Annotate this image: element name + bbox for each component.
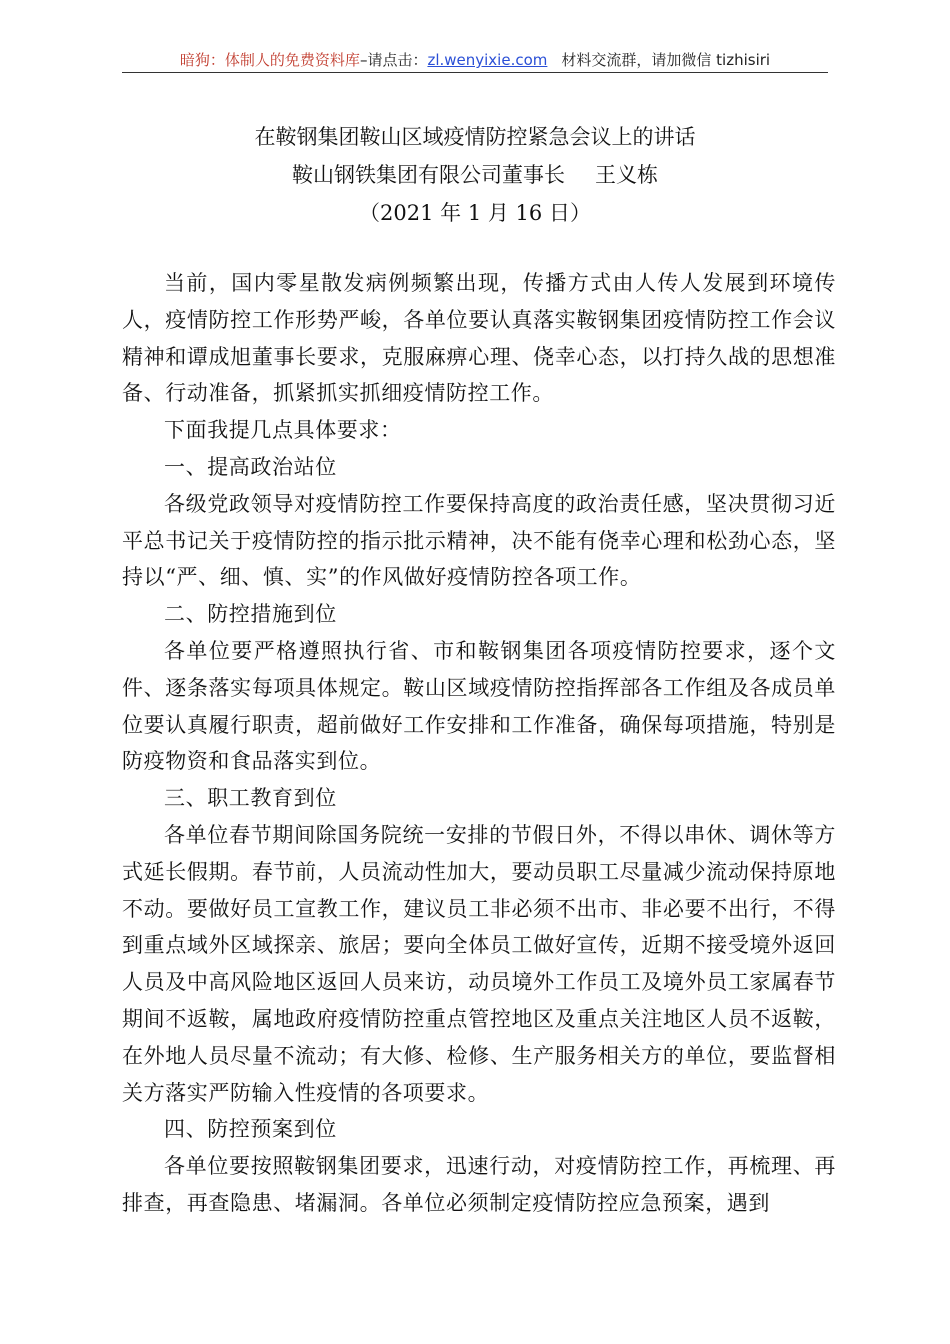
section-heading: 三、职工教育到位 bbox=[164, 786, 337, 811]
paragraph: 当前，国内零星散发病例频繁出现，传播方式由人传人发展到环境传人，疫情防控工作形势严峻，各单位要认真落实鞍钢集团疫情防控工作会议精神和谭成旭董事长要求，克服麻痹心理、侥幸心态，以打持久战的思想准备、行动准备，抓紧抓实抓细疫情防控工作。 bbox=[122, 271, 836, 406]
document-body bbox=[122, 265, 836, 1222]
header-prompt: –请点击： bbox=[359, 51, 428, 69]
paragraph: 各单位要按照鞍钢集团要求，迅速行动，对疫情防控工作，再梳理、再排查，再查隐患、堵漏洞。各单位必须制定疫情防控应急预案，遇到 bbox=[122, 1154, 836, 1215]
speaker-name: 王义栋 bbox=[595, 163, 658, 187]
paragraph: 各单位春节期间除国务院统一安排的节假日外，不得以串休、调休等方式延长假期。春节前，人员流动性加大，要动员职工尽量减少流动保持原地不动。要做好员工宣教工作，建议员工非必须不出市、非必要不出行，不得到重点域外区域探亲、旅居；要向全体员工做好宣传，近期不接受境外返回人员及中高风险地区返回人员来访，动员境外工作员工及境外员工家属春节期间不返鞍，属地政府疫情防控重点管控地区及重点关注地区人员不返鞍，在外地人员尽量不流动；有大修、检修、生产服务相关方的单位，要监督相关方落实严防输入性疫情的各项要求。 bbox=[122, 822, 836, 1105]
title-block bbox=[122, 118, 828, 232]
paragraph: 各单位要严格遵照执行省、市和鞍钢集团各项疫情防控要求，逐个文件、逐条落实每项具体规定。鞍山区域疫情防控指挥部各工作组及各成员单位要认真履行职责，超前做好工作安排和工作准备，确保每项措施，特别是防疫物资和食品落实到位。 bbox=[122, 638, 836, 774]
paragraph: 各级党政领导对疫情防控工作要保持高度的政治责任感，坚决贯彻习近平总书记关于疫情防控的指示批示精神，决不能有侥幸心理和松劲心态，坚持以“严、细、慎、实”的作风做好疫情防控各项工作。 bbox=[122, 491, 836, 590]
section-heading: 四、防控预案到位 bbox=[164, 1117, 337, 1142]
header-divider bbox=[122, 72, 828, 73]
header-link[interactable]: zl.wenyixie.com bbox=[427, 51, 548, 69]
document-date: （2021 年 1 月 16 日） bbox=[359, 201, 591, 225]
paragraph: 下面我提几点具体要求： bbox=[164, 418, 402, 443]
page-header bbox=[122, 46, 828, 74]
header-brand: 暗狗：体制人的免费资料库 bbox=[179, 51, 360, 69]
header-contact: 材料交流群，请加微信 tizhisiri bbox=[561, 51, 771, 69]
document-title: 在鞍钢集团鞍山区域疫情防控紧急会议上的讲话 bbox=[254, 125, 696, 149]
speaker-line bbox=[122, 156, 828, 194]
section-heading: 一、提高政治站位 bbox=[164, 454, 337, 479]
section-heading: 二、防控措施到位 bbox=[164, 602, 337, 627]
speaker-org: 鞍山钢铁集团有限公司董事长 bbox=[292, 163, 565, 187]
